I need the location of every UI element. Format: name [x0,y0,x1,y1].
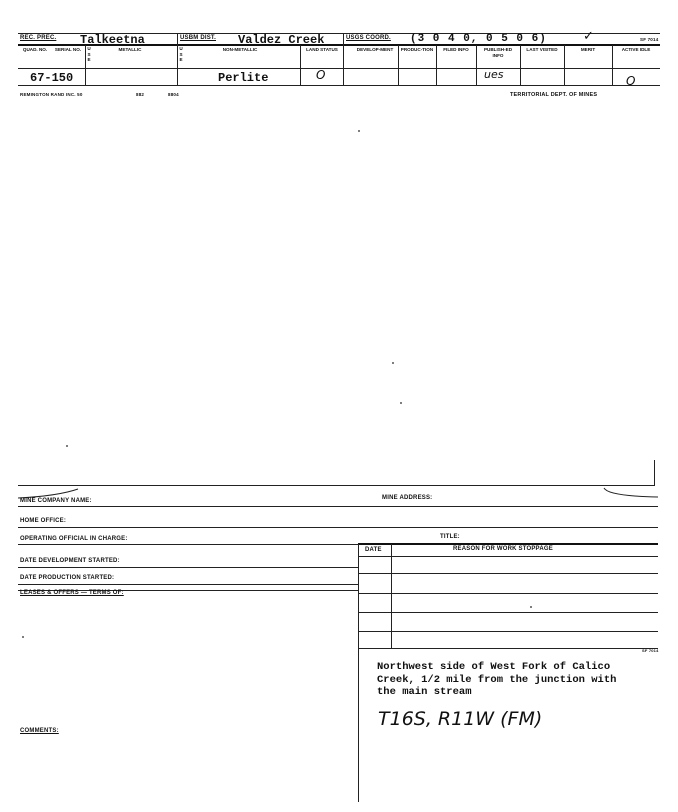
usbm-dist-label: USBM DIST. [180,35,217,41]
usbm-dist-value: Valdez Creek [238,33,325,47]
published-value: ues [484,68,504,81]
col-active-idle: ACTIVE IDLE [621,47,651,52]
township-range: T16S, R11W (FM) [378,708,543,730]
col-use-1: U S E [87,46,91,62]
col-serial-no: SERIAL NO. [54,47,82,52]
land-status-value: O [316,68,326,82]
location-note-line-2: Creek, 1/2 mile from the junction with [377,673,617,686]
card-edge-curl [18,486,658,504]
printer-code-1: 882 [136,92,145,97]
col-published-info: PUBLISH-ED INFO [483,47,513,58]
rec-prec-label: REC. PREC. [20,35,57,41]
col-land-status: LAND STATUS [306,47,338,52]
usgs-coord-value: (3 0 4 0, 0 5 0 6) [410,33,547,45]
usgs-coord-label: USGS COORD. [346,35,391,41]
operating-official-label: OPERATING OFFICIAL IN CHARGE: [20,536,128,542]
col-merit: MERIT [580,47,596,52]
date-header: DATE [365,547,382,553]
rec-prec-value: Talkeetna [80,33,145,47]
mine-company-name-label: MINE COMPANY NAME: [20,498,92,504]
location-note-line-1: Northwest side of West Fork of Calico [377,661,611,673]
title-label: TITLE: [440,534,460,540]
check-mark: ✓ [583,29,594,44]
col-production: PRODUC-TION [400,47,434,52]
col-development: DEVELOP-MENT [356,47,394,52]
department-name: TERRITORIAL DEPT. OF MINES [510,92,598,98]
comments-label: COMMENTS: [20,728,59,734]
date-development-label: DATE DEVELOPMENT STARTED: [20,558,120,564]
location-note [377,661,616,699]
quad-serial-value: 67-150 [30,71,74,85]
date-production-label: DATE PRODUCTION STARTED: [20,575,115,581]
col-use-2: U S E [179,46,183,62]
printer-imprint: REMINGTON RAND INC. 50 [20,92,83,97]
non-metallic-value: Perlite [218,71,269,85]
leases-offers-label: LEASES & OFFERS — TERMS OF: [20,590,124,596]
home-office-label: HOME OFFICE: [20,518,67,524]
location-note-line-3: the main stream [377,686,472,698]
col-metallic: METALLIC [118,47,142,52]
col-non-metallic: NON-METALLIC [222,47,258,52]
form-number-top: SF 7014 [640,37,659,42]
col-filed-info: FILED INFO [443,47,469,52]
reason-header: REASON FOR WORK STOPPAGE [453,546,553,552]
active-idle-value: O [626,74,636,88]
col-quad-no: QUAD. NO. [22,47,48,52]
mine-address-label: MINE ADDRESS: [382,495,433,501]
form-number-back: SF 7014 [642,648,659,653]
col-last-visited: LAST VISITED [526,47,558,52]
printer-code-2: 8804 [168,92,179,97]
